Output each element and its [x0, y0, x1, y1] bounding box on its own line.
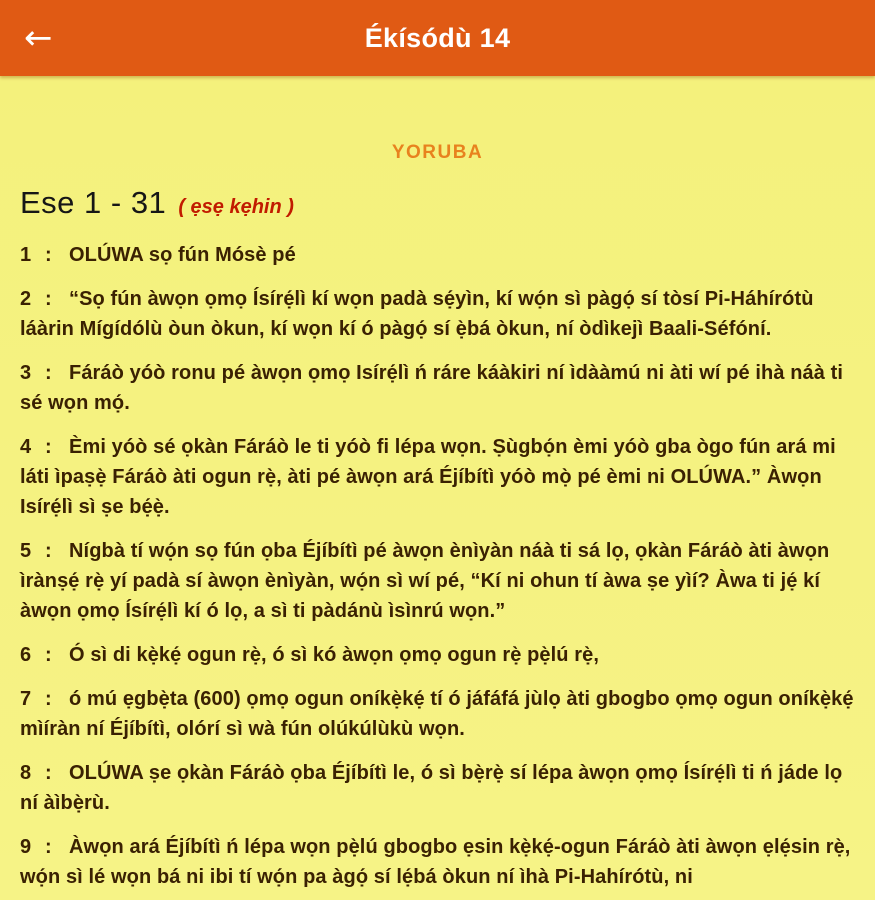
- verse-item: [20, 640, 855, 670]
- verse-text: OLÚWA sọ fún Mósè pé: [69, 244, 296, 266]
- verse-text: OLÚWA ṣe ọkàn Fáráò ọba Éjíbítì le, ó sì bẹ̀rẹ̀ sí lépa àwọn ọmọ Ísírẹ́lì ti ń jáde lọ ní àìbẹ̀rù.: [20, 762, 843, 814]
- verse-separator: :: [45, 244, 52, 266]
- chapter-content[interactable]: [0, 142, 875, 892]
- verse-separator: :: [45, 644, 52, 666]
- back-button[interactable]: [14, 17, 63, 59]
- verse-separator: :: [45, 436, 52, 458]
- verse-item: [20, 240, 855, 270]
- back-arrow-icon: ←: [24, 18, 53, 58]
- verse-item: [20, 358, 855, 418]
- verse-separator: :: [45, 688, 52, 710]
- verse-number: 9: [20, 836, 32, 858]
- verse-range-row: [20, 185, 855, 221]
- verse-text: ó mú ẹgbẹ̀ta (600) ọmọ ogun oníkẹ̀kẹ́ tí ó jáfáfá jùlọ àti gbogbo ọmọ ogun oníkẹ̀kẹ́ mìíràn ní Éjíbítì, olórí sì wà fún olúkúlùkù wọn.: [20, 688, 854, 740]
- verse-item: [20, 284, 855, 344]
- verse-number: 7: [20, 688, 32, 710]
- verse-text: Àwọn ará Éjíbítì ń lépa wọn pẹ̀lú gbogbo ẹsin kẹ̀kẹ́-ogun Fáráò àti àwọn ẹlẹ́sin rẹ̀, wọ́n sì lé wọn bá ni ibi tí wọ́n pa àgọ́ sí lẹ́bá òkun ní ìhà Pi-Hahírótù, ni: [20, 836, 851, 888]
- verse-text: Ó sì di kẹ̀kẹ́ ogun rẹ̀, ó sì kó àwọn ọmọ ogun rẹ̀ pẹ̀lú rẹ̀,: [69, 644, 600, 666]
- verse-separator: :: [45, 540, 52, 562]
- page-title: Ékísódù 14: [364, 22, 511, 53]
- verse-item: [20, 536, 855, 626]
- language-label: YORUBA: [391, 142, 484, 163]
- verse-number: 6: [20, 644, 32, 666]
- verse-number: 2: [20, 288, 32, 310]
- verse-separator: :: [45, 762, 52, 784]
- verse-text: Fáráò yóò ronu pé àwọn ọmọ Isírẹ́lì ń ráre káàkiri ní ìdààmú ni àti wí pé ihà náà ti sé wọn mọ́.: [20, 362, 844, 414]
- verse-number: 8: [20, 762, 32, 784]
- verse-text: Èmi yóò sé ọkàn Fáráò le ti yóò fi lépa wọn. Ṣùgbọ́n èmi yóò gba ògo fún ará mi láti ìpaṣẹ̀ Fáráò àti ogun rẹ̀, àti pé àwọn ará Éjíbítì yóò mọ̀ pé èmi ni OLÚWA.” Àwọn Isírẹ́lì sì ṣe bẹ́ẹ̀.: [20, 436, 836, 518]
- verse-item: [20, 758, 855, 818]
- verse-text: Nígbà tí wọ́n sọ fún ọba Éjíbítì pé àwọn ènìyàn náà ti sá lọ, ọkàn Fáráò àti àwọn ìrànṣẹ́ rẹ̀ yí padà sí àwọn ènìyàn, wọ́n sì wí pé, “Kí ni ohun tí àwa ṣe yìí? Àwa ti jẹ́ kí àwọn ọmọ Ísírẹ́lì kí ó lọ, a sì ti pàdánù ìsìnrú wọn.”: [20, 540, 830, 622]
- verse-list: [20, 240, 855, 892]
- verse-number: 5: [20, 540, 32, 562]
- verse-item: [20, 832, 855, 892]
- verse-number: 3: [20, 362, 32, 384]
- verse-number: 1: [20, 244, 32, 266]
- verse-separator: :: [45, 288, 52, 310]
- verse-text: “Sọ fún àwọn ọmọ Ísírẹ́lì kí wọn padà sẹ́yìn, kí wọ́n sì pàgọ́ sí tòsí Pi-Háhírótù láàrin Mígídólù òun òkun, kí wọn kí ó pàgọ́ sí ẹ̀bá òkun, ní òdìkejì Baali-Séfóní.: [20, 288, 814, 340]
- verse-range-title: Ese 1 - 31: [20, 185, 167, 220]
- verse-separator: :: [45, 836, 52, 858]
- verse-item: [20, 432, 855, 522]
- verse-separator: :: [45, 362, 52, 384]
- verse-item: [20, 684, 855, 744]
- verse-number: 4: [20, 436, 32, 458]
- app-header: [0, 0, 875, 76]
- verse-range-subtitle: ( ẹsẹ kẹhin ): [178, 196, 294, 218]
